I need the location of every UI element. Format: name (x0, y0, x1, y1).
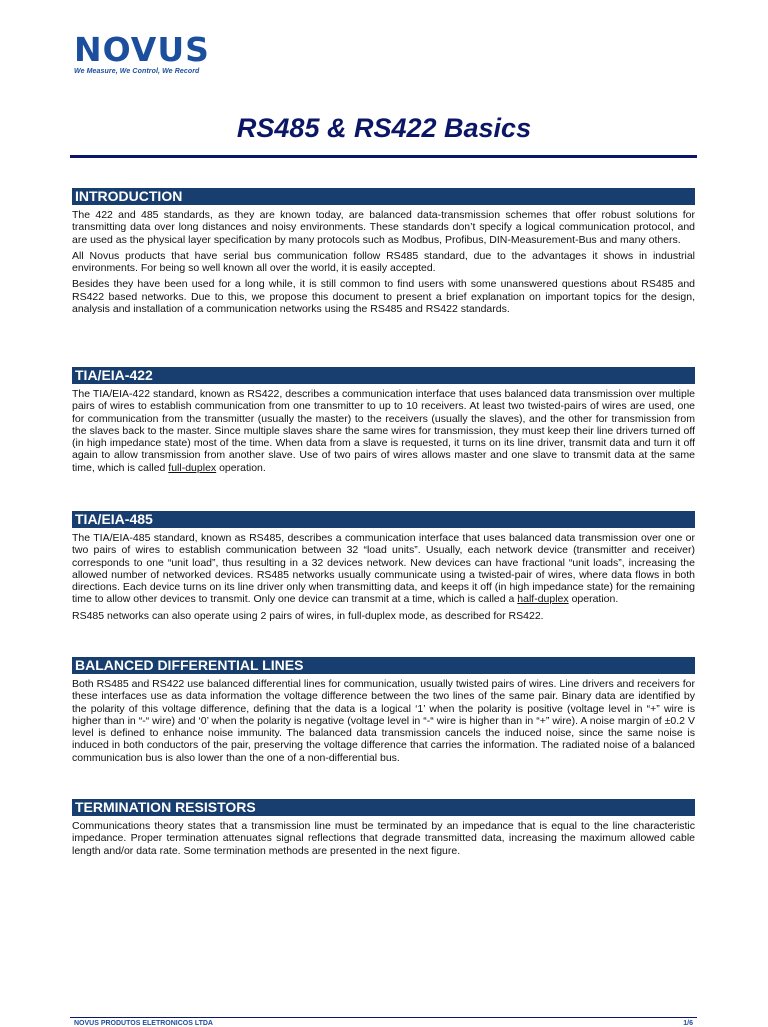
intro-paragraph-1: The 422 and 485 standards, as they are known today, are balanced data-transmission schemes that offer robust solutions for transmitting data over long distances and noisy environments. These standards don’t specify a logical communication protocol, and are used as the physical layer specification by many protocols such as Modbus, Profibus, DIN-Measurement-Bus and many others. (72, 209, 695, 246)
intro-paragraph-2: All Novus products that have serial bus communication follow RS485 standard, due to the advantages it shows in industrial environments. For being so well known all over the world, it is easily accepted. (72, 249, 695, 275)
novus-logo (74, 30, 234, 80)
section-introduction (72, 188, 695, 319)
footer-divider (70, 1017, 697, 1018)
termination-paragraph: Communications theory states that a transmission line must be terminated by an impedance that is equal to the line characteristic impedance. Proper termination attenuates signal reflections that degrade transmitted data, increasing the maximum allowed cable length and/or data rate. Some termination methods are presented in the next figure. (72, 820, 695, 857)
section-heading: BALANCED DIFFERENTIAL LINES (72, 657, 695, 674)
rs422-text-end: operation. (216, 461, 266, 474)
title-divider (70, 155, 697, 158)
rs485-paragraph-2: RS485 networks can also operate using 2 pairs of wires, in full-duplex mode, as described for RS422. (72, 609, 544, 622)
section-tia-eia-485 (72, 511, 695, 626)
rs485-text: The TIA/EIA-485 standard, known as RS485, describes a communication interface that uses balanced data transmission over one or two pairs of wires to establish communication between 32 “load units”. Usually, each network device (transmitter and receiver) corresponds to one “unit load”, thus resulting in a 32 devices network. New devices can have fractional “unit loads”, increasing the allowed number of networked devices. RS485 networks usually communicate using a twisted-pair of wires, where data flows in both directions. Each device turns on its line driver only when transmitting data, and keeps it off (in high impedance state) for the remaining time to allow other devices to transmit. Only one device can transmit at a time, which is called a (72, 532, 695, 606)
footer-company: NOVUS PRODUTOS ELETRONICOS LTDA (74, 1020, 213, 1027)
document-title: RS485 & RS422 Basics (236, 113, 532, 143)
page-number: 1/6 (683, 1020, 693, 1027)
balanced-paragraph: Both RS485 and RS422 use balanced differential lines for communication, usually twisted pairs of wires. Line drivers and receivers for these interfaces use as data information the voltage difference between the two lines of the same pair. Binary data are identified by the polarity of this voltage difference, defining that the data is a logical ‘1’ when the polarity is positive (voltage level in “+” wire is higher than in “-“ wire) and ‘0’ when the polarity is negative (voltage level in “-“ wire is higher than in “+” wire). A noise margin of ±0.2 V level is defined to enhance noise immunity. The balanced data transmission cancels the induced noise, since the same noise is induced in both conductors of the pair, preserving the voltage difference that carries the information. The radiated noise of a balanced communication bus is also lower than the one of a non-differential bus. (72, 678, 695, 764)
section-heading: TIA/EIA-485 (72, 511, 695, 528)
section-tia-eia-422 (72, 367, 695, 478)
section-heading: INTRODUCTION (72, 188, 695, 205)
rs485-text-end: operation. (568, 593, 619, 606)
section-heading: TIA/EIA-422 (72, 367, 695, 384)
intro-paragraph-3: Besides they have been used for a long while, it is still common to find users with some unanswered questions about RS485 and RS422 based networks. Due to this, we propose this document to present a brief explanation on important topics for the design, analysis and installation of a communication networks using the RS485 and RS422 standards. (72, 278, 695, 316)
section-balanced-differential-lines (72, 657, 695, 768)
half-duplex-term: half-duplex (517, 593, 569, 606)
section-heading: TERMINATION RESISTORS (72, 799, 695, 816)
rs422-paragraph (72, 388, 695, 474)
logo-tagline: We Measure, We Control, We Record (74, 68, 200, 75)
rs422-text: The TIA/EIA-422 standard, known as RS422, describes a communication interface that uses balanced data transmission over multiple pairs of wires to establish communication from one transmitter to up to 10 receivers. At least two twisted-pairs of wires are used, one for communication from the transmitter (usually the master) to the receivers (usually the slaves), and the other for transmission from the slaves back to the master. Since multiple slaves share the same wires for transmission, they must keep their line drivers turned off (in high impedance state) most of the time. When data from a slave is requested, it turns on its line driver, transmit data and turn it off again to allow transmission from another slave. Use of two pairs of wires allows master and one slave to transmit data at the same time, which is called (72, 388, 695, 474)
logo-wordmark: NOVUS (74, 30, 210, 69)
section-termination-resistors (72, 799, 695, 861)
full-duplex-term: full-duplex (168, 461, 217, 474)
rs485-paragraph-1 (72, 532, 695, 606)
